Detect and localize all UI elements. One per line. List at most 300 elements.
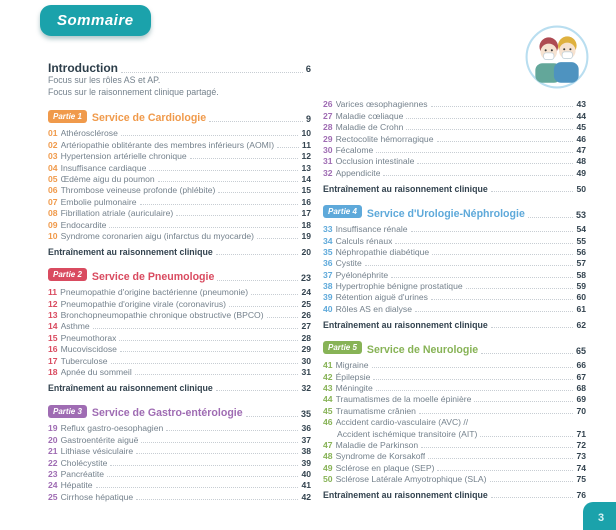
page-ref: 12 bbox=[301, 151, 311, 162]
page-ref: 14 bbox=[301, 173, 311, 184]
toc-chapter-entry bbox=[48, 161, 311, 172]
chapter-title: Appendicite bbox=[335, 167, 381, 178]
dotted-leader bbox=[135, 374, 299, 375]
chapter-title: Traumatismes de la moelle épinière bbox=[335, 394, 472, 405]
toc-chapter-entry-continuation bbox=[323, 427, 586, 438]
part-title: Service de Gastro-entérologie bbox=[91, 407, 243, 420]
toc-chapter-entry bbox=[323, 98, 586, 109]
part-title: Service de Cardiologie bbox=[91, 112, 207, 124]
dotted-leader bbox=[491, 191, 574, 192]
dotted-leader bbox=[474, 401, 573, 402]
page-ref: 11 bbox=[301, 139, 311, 150]
training-label: Entraînement au raisonnement clinique bbox=[48, 246, 213, 257]
page-ref: 49 bbox=[576, 167, 586, 178]
chapter-number: 22 bbox=[48, 457, 58, 468]
dotted-leader bbox=[490, 481, 574, 482]
toc-chapter-entry bbox=[323, 234, 586, 245]
page-ref: 45 bbox=[576, 122, 586, 133]
dotted-leader bbox=[141, 442, 298, 443]
chapter-number: 29 bbox=[323, 133, 333, 144]
chapter-number: 49 bbox=[323, 462, 333, 473]
page-ref: 69 bbox=[576, 394, 586, 405]
page-ref: 25 bbox=[301, 298, 311, 309]
toc-chapter-entry bbox=[323, 246, 586, 257]
toc-chapter-entry bbox=[48, 195, 311, 206]
toc-columns bbox=[48, 60, 586, 502]
dotted-leader bbox=[391, 277, 573, 278]
chapter-title: Traumatisme crânien bbox=[335, 405, 416, 416]
chapter-number: 12 bbox=[48, 298, 58, 309]
chapter-number: 04 bbox=[48, 162, 58, 173]
chapter-title: Maladie de Parkinson bbox=[335, 439, 419, 450]
chapter-number: 27 bbox=[323, 110, 333, 121]
dotted-leader bbox=[466, 288, 574, 289]
chapter-title: Tuberculose bbox=[60, 355, 108, 366]
dotted-leader bbox=[111, 363, 299, 364]
chapter-title: Migraine bbox=[335, 360, 369, 371]
chapter-title: Pneumothorax bbox=[60, 332, 117, 343]
dotted-leader bbox=[419, 413, 573, 414]
chapter-number: 33 bbox=[323, 224, 333, 235]
toc-training-entry bbox=[48, 244, 311, 257]
page-ref: 47 bbox=[576, 144, 586, 155]
page-ref: 31 bbox=[301, 367, 311, 378]
chapter-number: 20 bbox=[48, 434, 58, 445]
chapter-number: 23 bbox=[48, 468, 58, 479]
page-ref: 17 bbox=[301, 208, 311, 219]
toc-chapter-entry bbox=[323, 404, 586, 415]
chapter-title: Artériopathie oblitérante des membres inférieurs (AOMI) bbox=[60, 139, 275, 150]
chapter-number: 40 bbox=[323, 303, 333, 314]
page-ref: 53 bbox=[575, 209, 586, 220]
chapter-title: Pyélonéphrite bbox=[335, 269, 389, 280]
page-ref: 71 bbox=[576, 428, 586, 439]
chapter-number: 17 bbox=[48, 355, 58, 366]
toc-chapter-entry bbox=[323, 393, 586, 404]
chapter-number: 47 bbox=[323, 439, 333, 450]
page-ref: 48 bbox=[576, 156, 586, 167]
page-ref: 68 bbox=[576, 383, 586, 394]
chapter-number: 37 bbox=[323, 269, 333, 280]
dotted-leader bbox=[149, 170, 298, 171]
chapter-title: Épilepsie bbox=[335, 371, 371, 382]
chapter-title: Rectocolite hémorragique bbox=[335, 133, 434, 144]
page-ref: 38 bbox=[301, 446, 311, 457]
toc-chapter-entry bbox=[323, 416, 586, 427]
toc-part-header bbox=[48, 108, 311, 124]
chapter-number: 08 bbox=[48, 208, 58, 219]
chapter-number: 03 bbox=[48, 151, 58, 162]
page-ref: 35 bbox=[300, 409, 311, 420]
chapter-title: Hypertension artérielle chronique bbox=[60, 151, 187, 162]
chapter-title: Sclérose Latérale Amyotrophique (SLA) bbox=[335, 474, 487, 485]
toc-column-left bbox=[48, 60, 311, 502]
dotted-leader bbox=[229, 306, 298, 307]
toc-chapter-entry bbox=[323, 382, 586, 393]
toc-note: Focus sur le raisonnement clinique partagé. bbox=[48, 86, 219, 97]
toc-training-entry bbox=[48, 380, 311, 393]
page-ref: 36 bbox=[301, 423, 311, 434]
page-ref: 67 bbox=[576, 371, 586, 382]
dotted-leader bbox=[110, 465, 298, 466]
page-ref: 76 bbox=[576, 490, 586, 501]
training-label: Entraînement au raisonnement clinique bbox=[323, 183, 488, 194]
part-badge: Partie 3 bbox=[48, 405, 87, 418]
page-ref: 72 bbox=[576, 439, 586, 450]
dotted-leader bbox=[121, 72, 303, 73]
dotted-leader bbox=[431, 299, 573, 300]
toc-chapter-entry bbox=[48, 445, 311, 456]
dotted-leader bbox=[107, 476, 298, 477]
chapter-number: 19 bbox=[48, 423, 58, 434]
toc-chapter-entry bbox=[323, 473, 586, 484]
page-ref: 32 bbox=[301, 383, 311, 394]
page-ref: 30 bbox=[301, 355, 311, 366]
page-ref: 20 bbox=[301, 246, 311, 257]
dotted-leader bbox=[528, 217, 573, 218]
toc-chapter-entry bbox=[48, 150, 311, 161]
dotted-leader bbox=[417, 163, 573, 164]
page-ref: 55 bbox=[576, 235, 586, 246]
chapter-title: Maladie cœliaque bbox=[335, 110, 404, 121]
toc-chapter-entry bbox=[48, 320, 311, 331]
chapter-title: Rétention aiguë d'urines bbox=[335, 292, 428, 303]
chapter-number: 42 bbox=[323, 371, 333, 382]
dotted-leader bbox=[383, 175, 573, 176]
chapter-title: Cholécystite bbox=[60, 457, 108, 468]
chapter-title: Pneumopathie d'origine virale (coronavirus) bbox=[60, 298, 227, 309]
toc-chapter-entry bbox=[48, 456, 311, 467]
page-ref: 74 bbox=[576, 462, 586, 473]
page-ref: 56 bbox=[576, 246, 586, 257]
chapter-title: Cirrhose hépatique bbox=[60, 491, 134, 502]
dotted-leader bbox=[96, 487, 299, 488]
page-ref: 57 bbox=[576, 258, 586, 269]
page-ref: 58 bbox=[576, 269, 586, 280]
dotted-leader bbox=[277, 147, 299, 148]
dotted-leader bbox=[480, 436, 573, 437]
dotted-leader bbox=[109, 227, 298, 228]
chapter-number: 28 bbox=[323, 122, 333, 133]
intro-title: Introduction bbox=[48, 61, 118, 75]
toc-chapter-entry bbox=[48, 433, 311, 444]
toc-note: Focus sur les rôles AS et AP. bbox=[48, 75, 161, 85]
page-ref: 42 bbox=[301, 491, 311, 502]
chapter-title: Maladie de Crohn bbox=[335, 122, 404, 133]
chapter-number: 45 bbox=[323, 405, 333, 416]
dotted-leader bbox=[267, 317, 299, 318]
dotted-leader bbox=[251, 294, 298, 295]
dotted-leader bbox=[93, 328, 299, 329]
dotted-leader bbox=[136, 499, 298, 500]
chapter-title: Accident ischémique transitoire (AIT) bbox=[337, 428, 478, 439]
toc-chapter-entry bbox=[48, 366, 311, 377]
dotted-leader bbox=[365, 265, 574, 266]
chapter-number: 41 bbox=[323, 360, 333, 371]
page-ref: 37 bbox=[301, 434, 311, 445]
page-ref: 19 bbox=[301, 230, 311, 241]
toc-training-entry bbox=[323, 487, 586, 500]
toc-chapter-entry bbox=[323, 121, 586, 132]
chapter-number: 14 bbox=[48, 321, 58, 332]
dotted-leader bbox=[428, 458, 573, 459]
chapter-number: 36 bbox=[323, 258, 333, 269]
page-ref: 6 bbox=[305, 64, 311, 75]
toc-chapter-entry bbox=[48, 297, 311, 308]
dotted-leader bbox=[491, 327, 574, 328]
page-ref: 16 bbox=[301, 196, 311, 207]
dotted-leader bbox=[395, 243, 573, 244]
page-ref: 70 bbox=[576, 405, 586, 416]
chapter-number: 25 bbox=[48, 491, 58, 502]
chapter-title: Sclérose en plaque (SEP) bbox=[335, 462, 435, 473]
page-ref: 28 bbox=[301, 332, 311, 343]
page-ref: 39 bbox=[301, 457, 311, 468]
page-ref: 54 bbox=[576, 224, 586, 235]
dotted-leader bbox=[209, 121, 303, 122]
chapter-title: Lithiase vésiculaire bbox=[60, 446, 134, 457]
chapter-number: 24 bbox=[48, 480, 58, 491]
sommaire-badge: Sommaire bbox=[40, 5, 151, 36]
toc-part-header bbox=[323, 204, 586, 220]
chapter-title: Hépatite bbox=[60, 480, 93, 491]
chapter-title: Asthme bbox=[60, 321, 90, 332]
chapter-title: Calculs rénaux bbox=[335, 235, 393, 246]
toc-intro-entry bbox=[48, 60, 311, 75]
dotted-leader bbox=[406, 118, 573, 119]
dotted-leader bbox=[411, 231, 574, 232]
chapter-title: Fibrillation atriale (auriculaire) bbox=[60, 208, 174, 219]
page-ref: 18 bbox=[301, 219, 311, 230]
toc-chapter-entry bbox=[48, 207, 311, 218]
chapter-title: Œdème aigu du poumon bbox=[60, 173, 155, 184]
chapter-number: 32 bbox=[323, 167, 333, 178]
chapter-number: 43 bbox=[323, 383, 333, 394]
chapter-number: 05 bbox=[48, 173, 58, 184]
chapter-title: Insuffisance cardiaque bbox=[60, 162, 147, 173]
chapter-title: Gastroentérite aiguë bbox=[60, 434, 139, 445]
page-ref: 46 bbox=[576, 133, 586, 144]
toc-chapter-entry bbox=[48, 354, 311, 365]
chapter-number: 31 bbox=[323, 156, 333, 167]
toc-chapter-entry bbox=[323, 359, 586, 370]
dotted-leader bbox=[136, 453, 298, 454]
chapter-title: Méningite bbox=[335, 383, 373, 394]
dotted-leader bbox=[373, 379, 573, 380]
dotted-leader bbox=[376, 390, 574, 391]
chapter-number: 39 bbox=[323, 292, 333, 303]
page-ref: 75 bbox=[576, 474, 586, 485]
chapter-title: Occlusion intestinale bbox=[335, 156, 415, 167]
toc-part-header bbox=[48, 403, 311, 419]
dotted-leader bbox=[421, 447, 573, 448]
chapter-number: 21 bbox=[48, 446, 58, 457]
dotted-leader bbox=[140, 204, 299, 205]
toc-training-entry bbox=[323, 317, 586, 330]
toc-chapter-entry bbox=[48, 218, 311, 229]
dotted-leader bbox=[415, 311, 573, 312]
toc-chapter-entry bbox=[48, 309, 311, 320]
toc-chapter-entry bbox=[323, 291, 586, 302]
page-ref: 24 bbox=[301, 287, 311, 298]
dotted-leader bbox=[166, 430, 298, 431]
chapter-number: 50 bbox=[323, 474, 333, 485]
dotted-leader bbox=[406, 129, 573, 130]
part-badge: Partie 1 bbox=[48, 110, 87, 123]
part-badge: Partie 4 bbox=[323, 205, 362, 218]
chapter-number: 01 bbox=[48, 128, 58, 139]
toc-part-header bbox=[48, 267, 311, 283]
toc-chapter-entry bbox=[48, 138, 311, 149]
page-ref: 26 bbox=[301, 310, 311, 321]
dotted-leader bbox=[431, 106, 574, 107]
page-ref: 73 bbox=[576, 451, 586, 462]
page-number: 3 bbox=[598, 512, 605, 524]
toc-chapter-entry bbox=[48, 490, 311, 501]
toc-column-right bbox=[323, 60, 586, 502]
chapter-title: Mucoviscidose bbox=[60, 344, 117, 355]
chapter-number: 09 bbox=[48, 219, 58, 230]
chapter-number: 06 bbox=[48, 185, 58, 196]
chapter-title: Cystite bbox=[335, 258, 362, 269]
dotted-leader bbox=[217, 280, 298, 281]
toc-chapter-entry bbox=[323, 280, 586, 291]
toc-chapter-entry bbox=[48, 331, 311, 342]
part-title: Service de Pneumologie bbox=[91, 270, 215, 283]
chapter-title: Apnée du sommeil bbox=[60, 367, 132, 378]
chapter-number: 46 bbox=[323, 417, 333, 428]
page-ref: 29 bbox=[301, 344, 311, 355]
chapter-number: 30 bbox=[323, 144, 333, 155]
dotted-leader bbox=[376, 152, 573, 153]
dotted-leader bbox=[121, 135, 299, 136]
dotted-leader bbox=[120, 351, 299, 352]
toc-chapter-entry bbox=[323, 268, 586, 279]
dotted-leader bbox=[176, 215, 298, 216]
chapter-number: 44 bbox=[323, 394, 333, 405]
dotted-leader bbox=[190, 158, 299, 159]
page-ref: 59 bbox=[576, 281, 586, 292]
page-ref: 62 bbox=[576, 319, 586, 330]
chapter-title: Pneumopathie d'origine bactérienne (pneumonie) bbox=[60, 287, 249, 298]
page-ref: 61 bbox=[576, 303, 586, 314]
chapter-title: Néphropathie diabétique bbox=[335, 246, 430, 257]
dotted-leader bbox=[257, 238, 298, 239]
chapter-title: Thrombose veineuse profonde (phlébite) bbox=[60, 185, 216, 196]
chapter-title: Pancréatite bbox=[60, 468, 105, 479]
page-ref: 13 bbox=[301, 162, 311, 173]
chapter-number: 38 bbox=[323, 281, 333, 292]
chapter-number: 13 bbox=[48, 310, 58, 321]
training-label: Entraînement au raisonnement clinique bbox=[323, 490, 488, 501]
chapter-title: Accident cardio-vasculaire (AVC) // bbox=[335, 417, 469, 428]
page-ref: 60 bbox=[576, 292, 586, 303]
page-ref: 44 bbox=[576, 110, 586, 121]
toc-training-entry bbox=[323, 181, 586, 194]
toc-chapter-entry bbox=[323, 461, 586, 472]
chapter-title: Insuffisance rénale bbox=[335, 224, 408, 235]
dotted-leader bbox=[432, 254, 573, 255]
toc-chapter-entry bbox=[48, 127, 311, 138]
chapter-number: 35 bbox=[323, 246, 333, 257]
training-label: Entraînement au raisonnement clinique bbox=[323, 319, 488, 330]
chapter-number: 07 bbox=[48, 196, 58, 207]
chapter-title: Rôles AS en dialyse bbox=[335, 303, 412, 314]
chapter-title: Hypertrophie bénigne prostatique bbox=[335, 281, 463, 292]
chapter-number: 15 bbox=[48, 332, 58, 343]
chapter-number: 11 bbox=[48, 287, 58, 298]
toc-part-header bbox=[323, 340, 586, 356]
chapter-title: Syndrome coronarien aigu (infarctus du myocarde) bbox=[60, 230, 255, 241]
part-badge: Partie 2 bbox=[48, 268, 87, 281]
toc-chapter-entry bbox=[323, 144, 586, 155]
page-ref: 27 bbox=[301, 321, 311, 332]
toc-chapter-entry bbox=[48, 479, 311, 490]
toc-chapter-entry bbox=[323, 166, 586, 177]
page-ref: 40 bbox=[301, 468, 311, 479]
page-ref: 23 bbox=[300, 272, 311, 283]
page-ref: 15 bbox=[301, 185, 311, 196]
chapter-number: 34 bbox=[323, 235, 333, 246]
toc-chapter-entry bbox=[323, 370, 586, 381]
chapter-title: Varices œsophagiennes bbox=[335, 99, 428, 110]
dotted-leader bbox=[437, 141, 574, 142]
dotted-leader bbox=[216, 390, 299, 391]
page-ref: 50 bbox=[576, 183, 586, 194]
part-title: Service de Neurologie bbox=[366, 343, 479, 356]
chapter-number: 48 bbox=[323, 451, 333, 462]
chapter-number: 16 bbox=[48, 344, 58, 355]
chapter-number: 10 bbox=[48, 230, 58, 241]
toc-chapter-entry bbox=[48, 343, 311, 354]
page-ref: 65 bbox=[575, 345, 586, 356]
dotted-leader bbox=[372, 367, 574, 368]
dotted-leader bbox=[119, 340, 298, 341]
page-ref: 9 bbox=[305, 114, 311, 124]
part-title: Service d'Urologie-Néphrologie bbox=[366, 207, 525, 220]
toc-chapter-entry bbox=[48, 184, 311, 195]
toc-chapter-entry bbox=[323, 132, 586, 143]
toc-chapter-entry bbox=[323, 450, 586, 461]
page-ref: 66 bbox=[576, 360, 586, 371]
toc-chapter-entry bbox=[323, 302, 586, 313]
dotted-leader bbox=[158, 181, 299, 182]
dotted-leader bbox=[218, 192, 298, 193]
toc-chapter-entry bbox=[323, 223, 586, 234]
toc-chapter-entry bbox=[48, 422, 311, 433]
dotted-leader bbox=[481, 353, 573, 354]
toc-chapter-entry bbox=[323, 439, 586, 450]
page-ref: 43 bbox=[576, 99, 586, 110]
dotted-leader bbox=[491, 497, 574, 498]
chapter-number: 02 bbox=[48, 139, 58, 150]
chapter-title: Embolie pulmonaire bbox=[60, 196, 137, 207]
chapter-number: 18 bbox=[48, 367, 58, 378]
chapter-title: Bronchopneumopathie chronique obstructive (BPCO) bbox=[60, 310, 264, 321]
page-number-tab bbox=[583, 502, 616, 530]
toc-chapter-entry bbox=[48, 468, 311, 479]
toc-chapter-entry bbox=[48, 173, 311, 184]
part-badge: Partie 5 bbox=[323, 341, 362, 354]
chapter-title: Reflux gastro-oesophagien bbox=[60, 423, 164, 434]
chapter-title: Syndrome de Korsakoff bbox=[335, 451, 426, 462]
chapter-number: 26 bbox=[323, 99, 333, 110]
page-ref: 10 bbox=[301, 128, 311, 139]
chapter-title: Fécalome bbox=[335, 144, 374, 155]
toc-chapter-entry bbox=[48, 286, 311, 297]
toc-chapter-entry bbox=[323, 155, 586, 166]
chapter-title: Athérosclérose bbox=[60, 128, 118, 139]
